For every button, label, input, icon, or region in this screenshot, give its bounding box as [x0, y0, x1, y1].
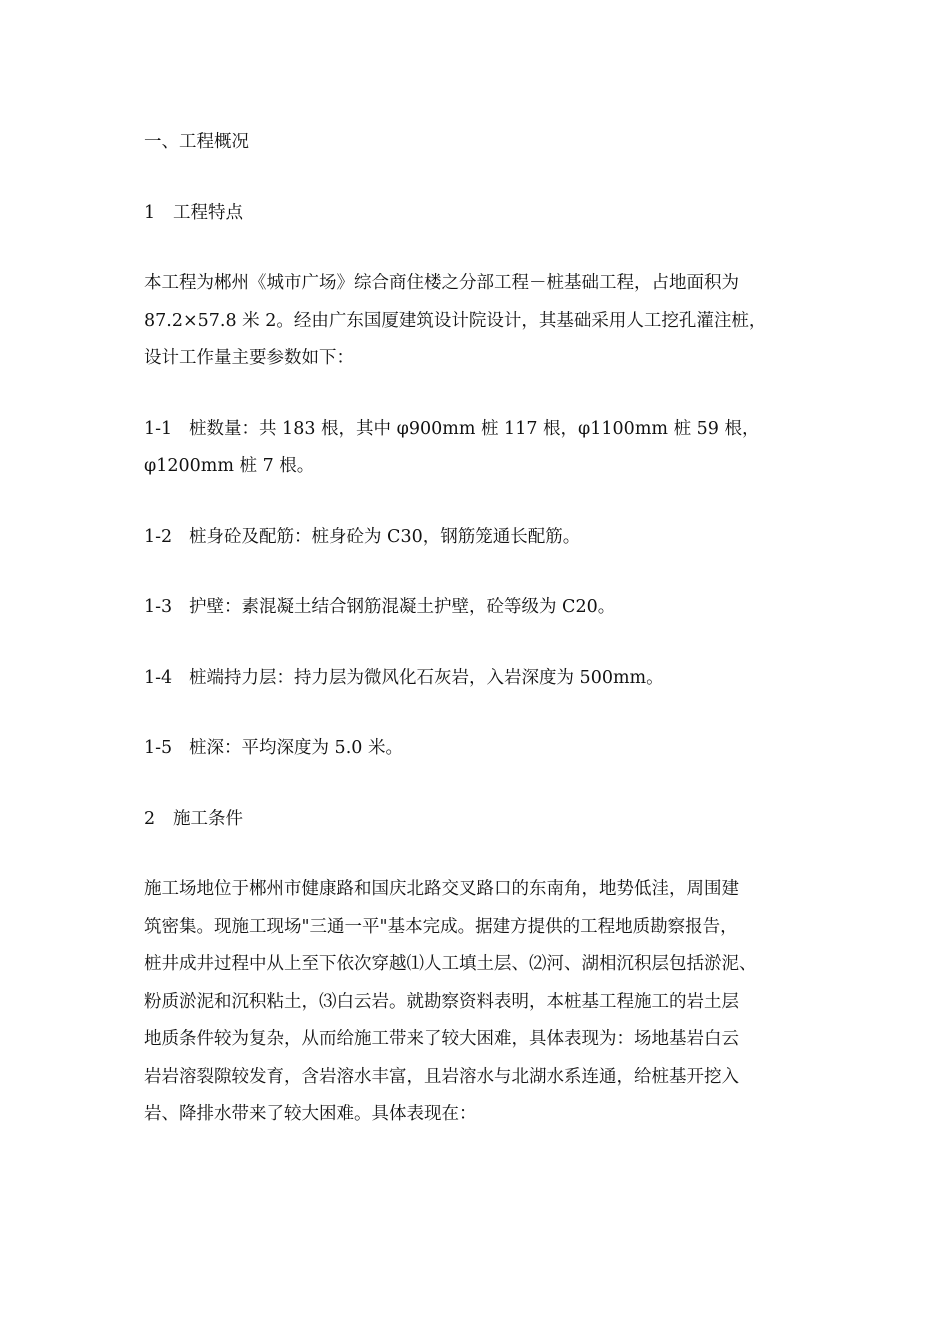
item-text: 桩数量：共 183 根，其中 φ900mm 桩 117 根，φ1100mm 桩 59 根，	[189, 418, 760, 439]
intro-paragraph	[144, 265, 809, 378]
paragraph-line: 桩井成井过程中从上至下依次穿越⑴人工填土层、⑵河、湖相沉积层包括淤泥、	[144, 954, 757, 974]
item-text: 桩端持力层：持力层为微风化石灰岩，入岩深度为 500mm。	[189, 667, 664, 688]
paragraph-line: 设计工作量主要参数如下：	[144, 348, 354, 368]
item-text: 护壁：素混凝土结合钢筋混凝土护壁，砼等级为 C20。	[189, 597, 616, 617]
item-number: 1-4	[144, 667, 173, 688]
section-heading-1	[144, 195, 809, 233]
chapter-heading	[144, 124, 809, 162]
document-body	[144, 124, 809, 1167]
section-number: 1	[144, 202, 156, 223]
paragraph-line: 施工场地位于郴州市健康路和国庆北路交叉路口的东南角，地势低洼，周围建	[144, 879, 739, 899]
item-text: 桩深：平均深度为 5.0 米。	[189, 738, 403, 758]
item-text: 桩身砼及配筋：桩身砼为 C30，钢筋笼通长配筋。	[189, 526, 581, 547]
parameter-item	[144, 589, 809, 627]
section-heading-2	[144, 801, 809, 839]
section-title: 工程特点	[173, 202, 243, 223]
parameter-item	[144, 519, 809, 557]
paragraph-line: 粉质淤泥和沉积粘土，⑶白云岩。就勘察资料表明，本桩基工程施工的岩土层	[144, 991, 739, 1012]
item-number: 1-1	[144, 418, 173, 439]
paragraph-line: 筑密集。现施工现场"三通一平"基本完成。据建方提供的工程地质勘察报告，	[144, 916, 738, 937]
paragraph-line: 87.2×57.8 米 2。经由广东国厦建筑设计院设计，其基础采用人工挖孔灌注桩，	[144, 310, 767, 331]
section-title: 施工条件	[173, 808, 243, 829]
parameter-item	[144, 730, 809, 768]
chapter-heading-text: 一、工程概况	[144, 132, 249, 152]
conditions-paragraph	[144, 871, 809, 1134]
paragraph-line: 地质条件较为复杂，从而给施工带来了较大困难，具体表现为：场地基岩白云	[144, 1029, 739, 1049]
paragraph-line: 岩、降排水带来了较大困难。具体表现在：	[144, 1104, 477, 1124]
item-number: 1-5	[144, 738, 173, 758]
section-number: 2	[144, 808, 156, 829]
paragraph-line: 岩岩溶裂隙较发育，含岩溶水丰富，且岩溶水与北湖水系连通，给桩基开挖入	[144, 1066, 739, 1087]
paragraph-line: 本工程为郴州《城市广场》综合商住楼之分部工程－桩基础工程，占地面积为	[144, 273, 739, 293]
parameter-item	[144, 660, 809, 698]
item-text-continued: φ1200mm 桩 7 根。	[144, 456, 315, 476]
item-number: 1-3	[144, 597, 173, 617]
parameter-item	[144, 411, 809, 486]
item-number: 1-2	[144, 526, 173, 547]
